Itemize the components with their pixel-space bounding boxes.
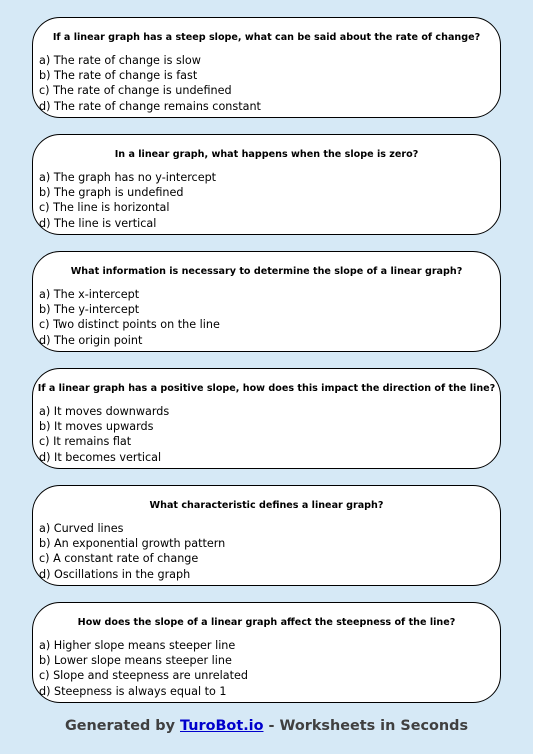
question-text: In a linear graph, what happens when the slope is zero? xyxy=(114,149,419,160)
option-a: a) The rate of change is slow xyxy=(39,54,201,67)
turobot-link[interactable]: TuroBot.io xyxy=(180,718,264,734)
question-text: What information is necessary to determine the slope of a linear graph? xyxy=(70,266,463,277)
option-c: c) The line is horizontal xyxy=(39,201,170,215)
option-d: d) The rate of change remains constant xyxy=(39,99,261,113)
option-a: a) It moves downwards xyxy=(39,405,170,418)
footer-suffix: - Worksheets in Seconds xyxy=(263,718,469,734)
question-card-2 xyxy=(32,134,501,235)
options-list xyxy=(39,53,261,114)
option-c: c) It remains flat xyxy=(39,435,132,449)
footer xyxy=(0,718,533,734)
options-list xyxy=(39,287,220,348)
question-text: What characteristic defines a linear graph? xyxy=(149,500,384,511)
option-a: a) Higher slope means steeper line xyxy=(39,639,236,652)
options-list xyxy=(39,638,248,699)
options-list xyxy=(39,404,169,465)
question-card-6 xyxy=(32,602,501,703)
options-list xyxy=(39,170,216,231)
question-text: If a linear graph has a steep slope, what can be said about the rate of change? xyxy=(52,32,481,43)
option-b: b) It moves upwards xyxy=(39,420,154,434)
option-c: c) Slope and steepness are unrelated xyxy=(39,669,248,683)
question-text: If a linear graph has a positive slope, how does this impact the direction of the line? xyxy=(37,383,496,394)
option-b: b) The graph is undefined xyxy=(39,186,184,200)
question-card-5 xyxy=(32,485,501,586)
option-b: b) The rate of change is fast xyxy=(39,69,198,83)
option-b: b) An exponential growth pattern xyxy=(39,537,226,551)
option-d: d) The line is vertical xyxy=(39,216,157,230)
option-a: a) The graph has no y-intercept xyxy=(39,171,217,184)
option-c: c) A constant rate of change xyxy=(39,552,199,566)
question-card-3 xyxy=(32,251,501,352)
option-b: b) The y-intercept xyxy=(39,303,140,317)
option-d: d) Oscillations in the graph xyxy=(39,567,191,581)
options-list xyxy=(39,521,225,582)
option-d: d) Steepness is always equal to 1 xyxy=(39,684,227,698)
footer-prefix: Generated by xyxy=(64,718,180,734)
option-d: d) It becomes vertical xyxy=(39,450,162,464)
question-card-4 xyxy=(32,368,501,469)
option-a: a) Curved lines xyxy=(39,522,124,535)
option-d: d) The origin point xyxy=(39,333,143,347)
option-b: b) Lower slope means steeper line xyxy=(39,654,232,668)
question-text: How does the slope of a linear graph affect the steepness of the line? xyxy=(77,617,456,628)
option-c: c) The rate of change is undefined xyxy=(39,84,232,98)
question-card-1 xyxy=(32,17,501,118)
option-c: c) Two distinct points on the line xyxy=(39,318,220,332)
option-a: a) The x-intercept xyxy=(39,288,140,301)
